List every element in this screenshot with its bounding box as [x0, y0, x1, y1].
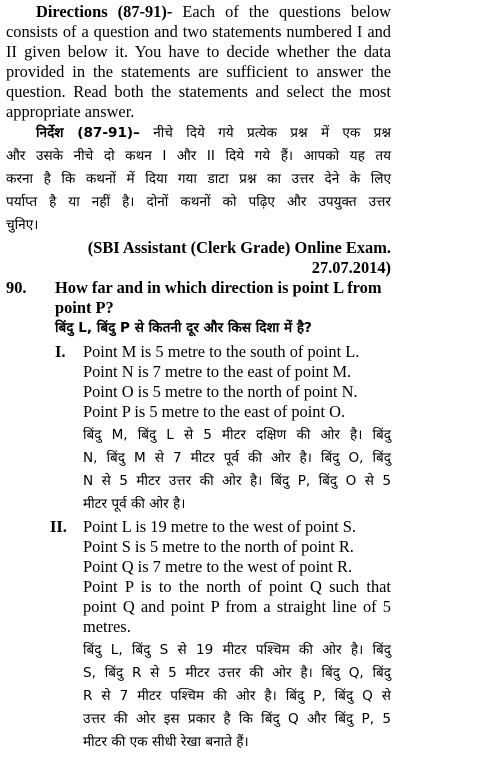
statement-label-ii: II. — [50, 517, 67, 536]
directions-line: II given below it. You have to decide whether the data — [6, 42, 391, 61]
question-number: 90. — [6, 278, 27, 297]
directions-heading: Directions (87-91)- — [36, 2, 173, 21]
directions-hindi-line: पर्याप्त है या नहीं है। दोनों कथनों को पढ़िए और उपयुक्त उत्तर — [6, 194, 391, 210]
directions-line: appropriate answer. — [6, 102, 135, 121]
question-hindi: बिंदु L, बिंदु P से कितनी दूर और किस दिशा में है? — [55, 320, 312, 336]
question-text: point P? — [55, 298, 114, 317]
directions-text-first: Each of the questions below — [172, 2, 391, 21]
statement-ii-line: Point S is 5 metre to the north of point R. — [83, 537, 354, 556]
statement-i-line: Point M is 5 metre to the south of point L. — [83, 342, 360, 361]
statement-ii-hindi-line: R से 7 मीटर पश्चिम की ओर है। बिंदु P, बिंदु Q से — [83, 688, 391, 704]
statement-label-i: I. — [55, 342, 66, 361]
statement-ii-hindi-line: S, बिंदु R से 5 मीटर उत्तर की ओर है। बिंदु Q, बिंदु — [83, 665, 391, 681]
directions-hindi-heading: निर्देश (87-91)– — [36, 125, 140, 141]
directions-line: question. Read both the statements and select the most — [6, 82, 391, 101]
statement-i-hindi-line: N, बिंदु M से 7 मीटर पूर्व की ओर है। बिंदु O, बिंदु — [83, 450, 391, 466]
directions-line: consists of a question and two statements numbered I and — [6, 22, 391, 41]
statement-i-hindi-line: N से 5 मीटर उत्तर की ओर है। बिंदु P, बिंदु O से 5 — [83, 473, 391, 489]
statement-ii-line: Point P is to the north of point Q such that — [83, 577, 391, 596]
statement-ii-line: Point L is 19 metre to the west of point S. — [83, 517, 357, 536]
directions-hindi-first: नीचे दिये गये प्रत्येक प्रश्न में एक प्रश्न — [139, 125, 391, 141]
directions-line: provided in the statements are sufficient to answer the — [6, 62, 391, 81]
statement-ii-hindi-line: मीटर की एक सीधी रेखा बनाते हैं। — [83, 734, 249, 750]
exam-date: 27.07.2014) — [311, 258, 391, 277]
statement-ii-line: metres. — [83, 617, 131, 636]
exam-source: (SBI Assistant (Clerk Grade) Online Exam. — [87, 238, 391, 257]
directions-hindi-line: करना है कि कथनों में दिया गया डाटा प्रश्न का उत्तर देने के लिए — [6, 171, 391, 187]
statement-ii-line: point Q and point P from a straight line of 5 — [83, 597, 391, 616]
statement-ii-hindi-line: उत्तर की ओर इस प्रकार है कि बिंदु Q और बिंदु P, 5 — [83, 711, 391, 727]
directions-hindi-line-1 — [36, 123, 391, 143]
question-text: How far and in which direction is point L from — [55, 278, 382, 297]
statement-i-hindi-line: मीटर पूर्व की ओर है। — [83, 496, 186, 512]
statement-i-line: Point P is 5 metre to the east of point O. — [83, 402, 346, 421]
statement-i-line: Point N is 7 metre to the east of point M. — [83, 362, 352, 381]
statement-i-line: Point O is 5 metre to the north of point N. — [83, 382, 358, 401]
directions-hindi-line: चुनिए। — [6, 217, 39, 233]
statement-ii-hindi-line: बिंदु L, बिंदु S से 19 मीटर पश्चिम की ओर है। बिंदु — [83, 642, 391, 658]
directions-line-1 — [36, 2, 391, 22]
statement-i-hindi-line: बिंदु M, बिंदु L से 5 मीटर दक्षिण की ओर है। बिंदु — [83, 427, 391, 443]
statement-ii-line: Point Q is 7 metre to the west of point R. — [83, 557, 353, 576]
directions-hindi-line: और उसके नीचे दो कथन I और II दिये गये हैं। आपको यह तय — [6, 148, 391, 164]
